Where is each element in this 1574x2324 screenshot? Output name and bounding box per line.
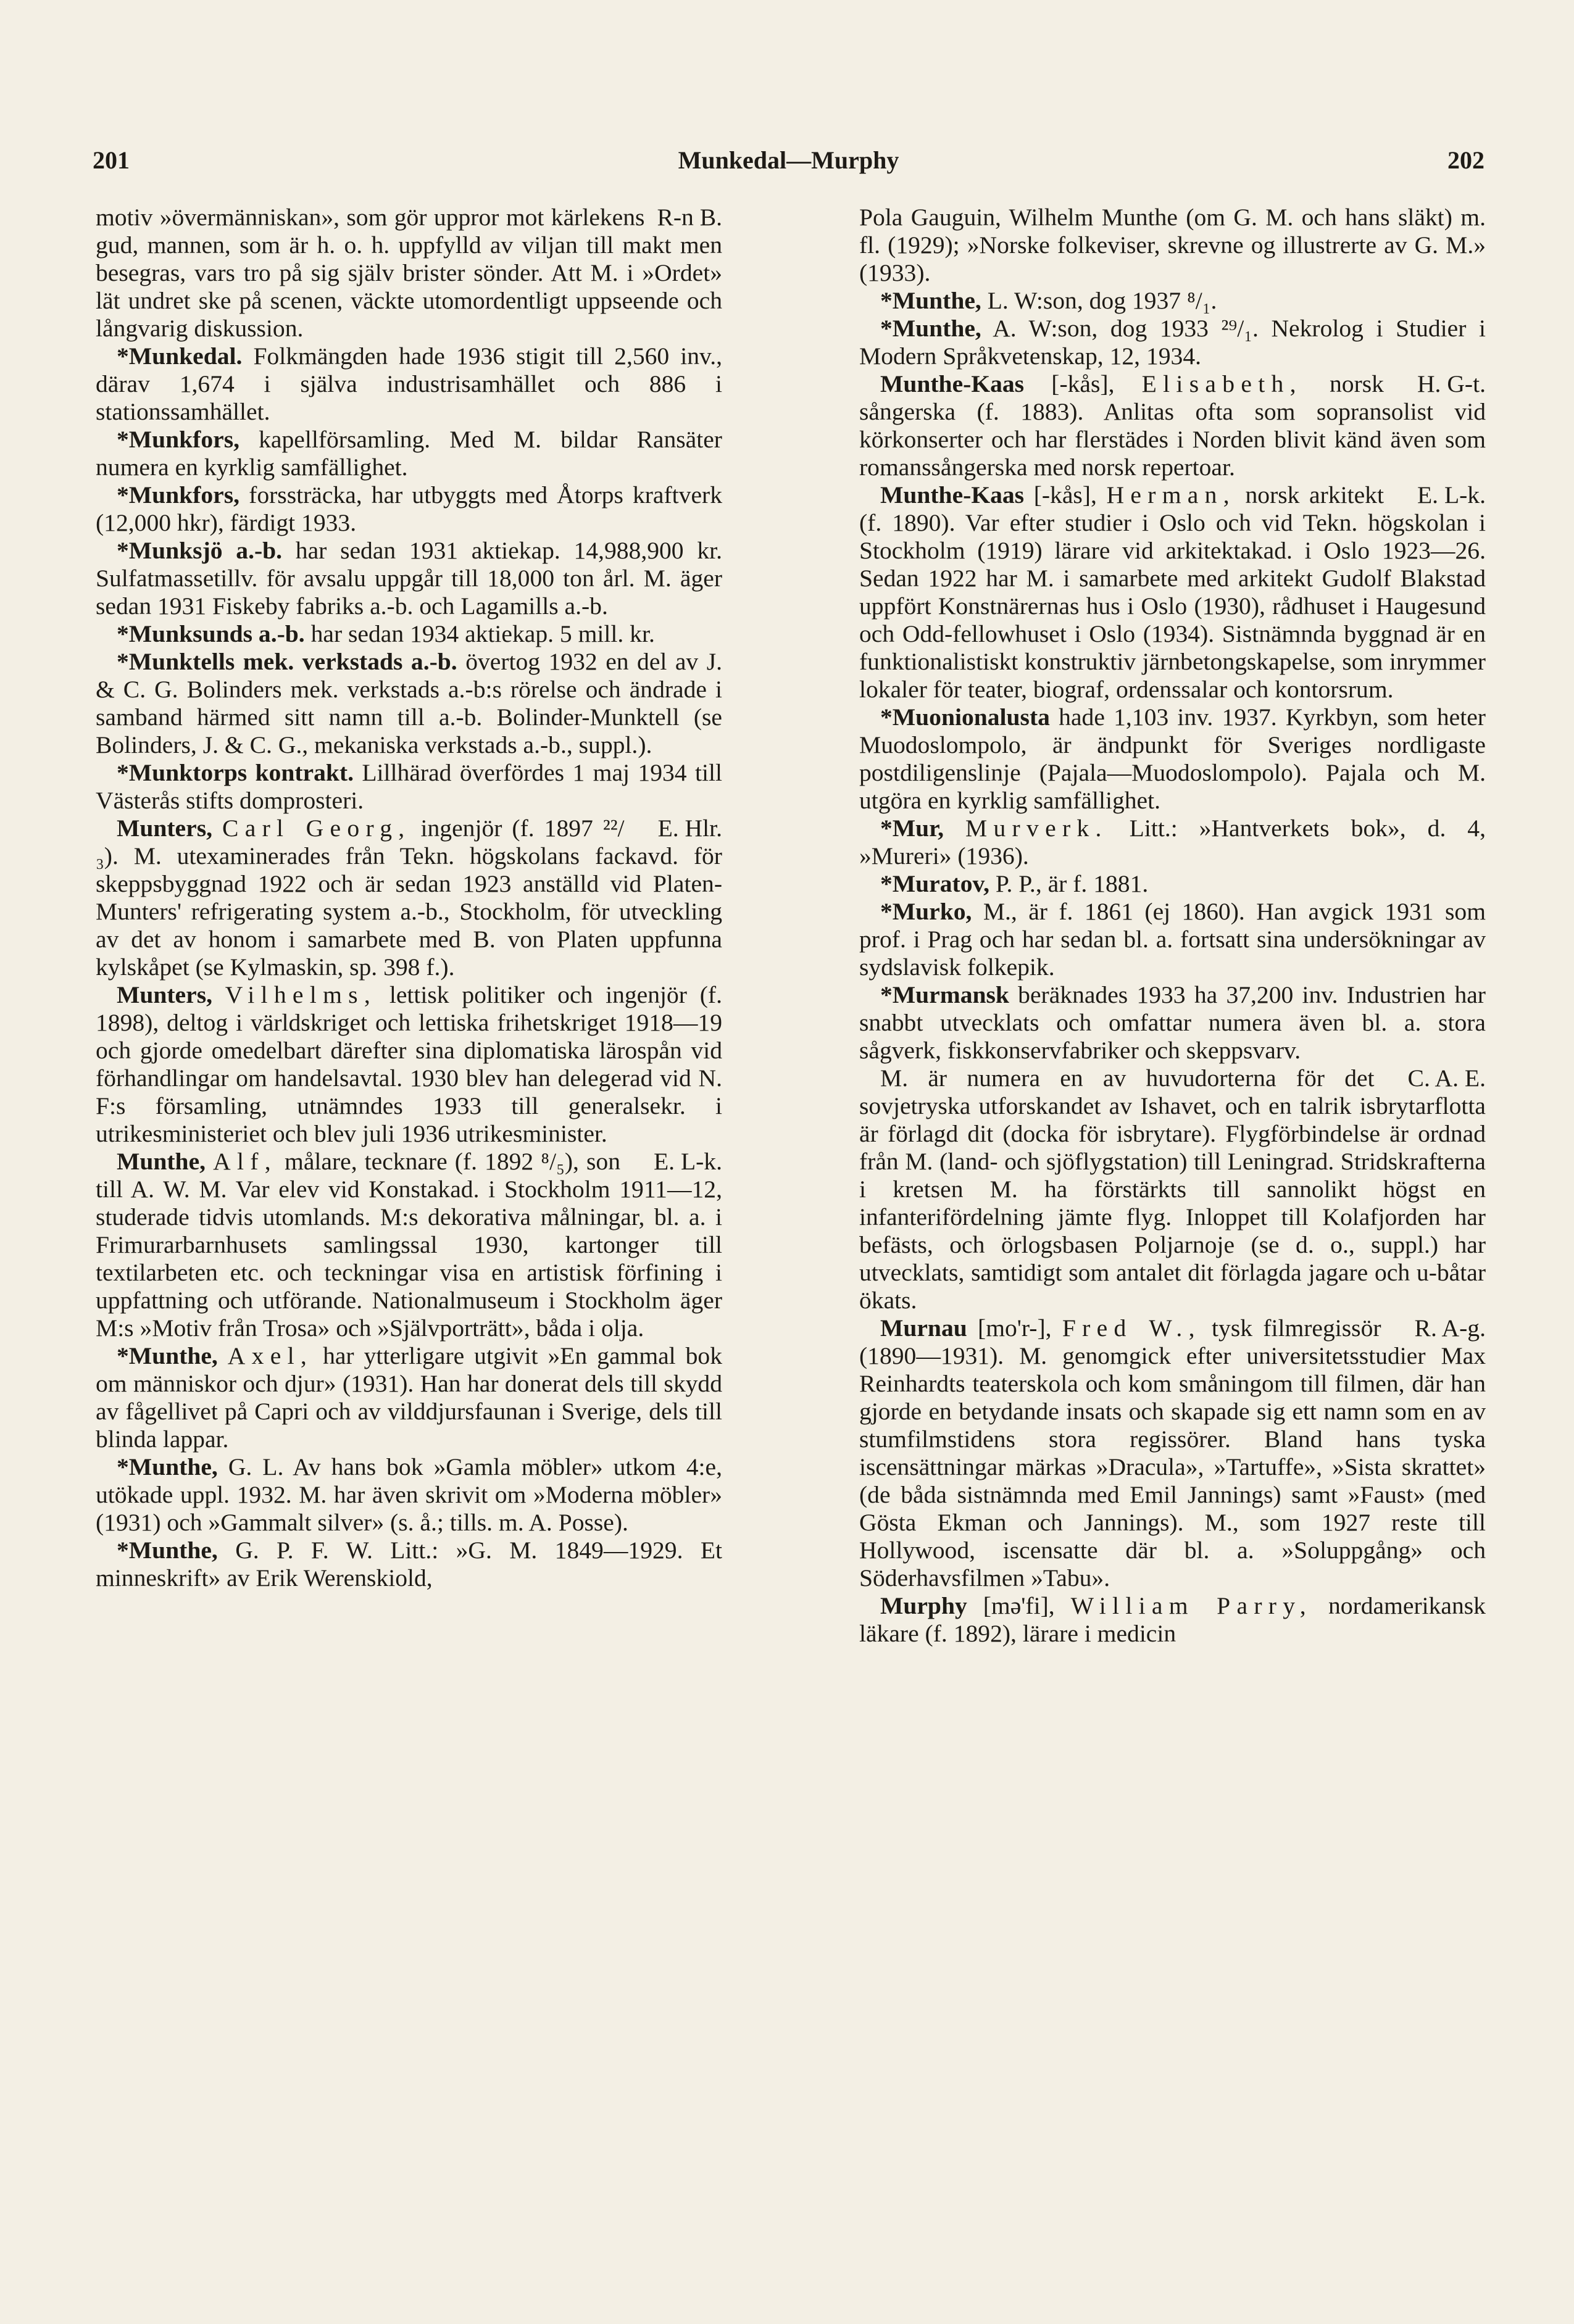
entry-murphy	[859, 1592, 1486, 1648]
entry-text: har sedan 1934 aktiekap. 5 mill. kr.	[310, 620, 655, 647]
entry-murnau	[859, 1314, 1486, 1592]
entry-name-spaced: Elisabeth,	[1141, 370, 1302, 397]
signature: E. L-k.	[653, 1148, 722, 1175]
entry-munksunds	[96, 620, 722, 648]
entry-name-spaced: Murverk.	[965, 815, 1108, 842]
entry-headword: *Munthe,	[117, 1453, 218, 1480]
entry-munktorps	[96, 759, 722, 815]
entry-text: forssträcka, har utbyggts med Åtorps kraftverk (12,000 hkr), färdigt 1933.	[96, 481, 722, 536]
entry-text: ingenjör (f. 1897 ²²/₃). M. utexaminerades från Tekn. högskolans fackavd. för skeppsbyggnad 1922 och är sedan 1923 anställd vid Platen-Munters' refrigerating system a.-b., Stockholm, för utveckling av det av honom i samarbete med B. von Platen uppfunna kylskåpet (se Kylmaskin, sp. 398 f.).	[96, 815, 722, 981]
page-number-left: 201	[93, 146, 130, 174]
entry-text: G. P. F. W. Litt.: »G. M. 1849—1929. Et minneskrift» av Erik Werenskiold,	[96, 1537, 722, 1592]
signature: E. L-k.	[1417, 481, 1486, 508]
entry-munthe-gpfw	[96, 1537, 722, 1592]
entry-headword: *Munkedal.	[117, 342, 243, 370]
entry-text: nordamerikansk läkare (f. 1892), lärare i medicin	[859, 1592, 1486, 1647]
entry-headword: *Munkfors,	[117, 481, 240, 508]
entry-munktells	[96, 648, 722, 759]
entry-headword: *Munksjö a.-b.	[117, 537, 283, 564]
signature: E. Hlr.	[657, 815, 722, 842]
entry-munthe-l	[859, 287, 1486, 315]
entry-text: M., är f. 1861 (ej 1860). Han avgick 1931 som prof. i Prag och har sedan bl. a. fortsatt sina undersökningar av sydslavisk folkepik.	[859, 898, 1486, 981]
signature: R. A-g.	[1414, 1314, 1486, 1342]
entry-name-spaced: Vilhelms,	[225, 981, 377, 1008]
entry-name-spaced: Herman,	[1106, 481, 1236, 508]
page-header	[93, 146, 1484, 183]
entry-munkedal	[96, 342, 722, 426]
entry-text: Pola Gauguin, Wilhelm Munthe (om G. M. och hans släkt) m. fl. (1929); »Norske folkeviser, skrevne og illustrerte av G. M.» (1933).	[859, 204, 1486, 286]
entry-headword: Munters,	[117, 981, 212, 1008]
entry-headword: *Munthe,	[117, 1537, 218, 1564]
entry-mur	[859, 815, 1486, 870]
entry-headword: *Munktells mek. verkstads a.-b.	[117, 648, 457, 675]
entry-headword: *Munktorps kontrakt.	[117, 759, 354, 786]
entry-munthe-gl	[96, 1453, 722, 1537]
entry-text: hade 1,103 inv. 1937. Kyrkbyn, som heter Muodoslompolo, är ändpunkt för Sveriges nordligaste postdiligenslinje (Pajala—Muodoslompolo). Pajala och M. utgöra en kyrklig samfällighet.	[859, 703, 1486, 814]
entry-text: Litt.: »Hantverkets bok», d. 4, »Mureri» (1936).	[859, 815, 1486, 869]
pronunciation: [-kås],	[1033, 481, 1097, 508]
entry-headword: Murphy	[880, 1592, 967, 1619]
signature: C. A. E.	[1407, 1064, 1486, 1092]
entry-murko	[859, 898, 1486, 981]
page-number-right: 202	[1447, 146, 1484, 174]
entry-text: har ytterligare utgivit »En gammal bok om människor och djur» (1931). Han har donerat dels till skydd av fågellivet på Capri och av vilddjursfaunan i Sverige, dels till blinda lappar.	[96, 1342, 722, 1453]
entry-text: tysk filmregissör (1890—1931). M. genomgick efter universitetsstudier Max Reinhardts teaterskola och kom småningom till filmen, där han gjorde en betydande insats och skapade sig ett namn som en av stumfilmstidens stora regissörer. Bland hans tyska iscensättningar märkas »Dracula», »Tartuffe», »Sista skrattet» (de båda sistnämnda med Emil Jannings) samt »Faust» (med Gösta Ekman och Jannings). M., som 1927 reste till Hollywood, iscensatte där bl. a. »Soluppgång» och Söderhavsfilmen »Tabu».	[859, 1314, 1486, 1592]
pronunciation: [mə'fi],	[983, 1592, 1055, 1619]
entry-headword: *Mur,	[880, 815, 944, 842]
entry-headword: *Munksunds a.-b.	[117, 620, 305, 647]
entry-muonionalusta	[859, 703, 1486, 815]
entry-text: Folkmängden hade 1936 stigit till 2,560 inv., därav 1,674 i själva industrisamhället och 886 i stationssamhället.	[96, 342, 722, 425]
entry-name-spaced: William Parry,	[1070, 1592, 1312, 1619]
signature: R-n B.	[657, 204, 722, 231]
entry-munksjo	[96, 537, 722, 620]
entry-text: M. är numera en av huvudorterna för det sovjetryska utforskandet av Ishavet, och en talrik isbrytarflotta är förlagd dit (docka för isbrytare). Flygförbindelse är ordnad från M. (land- och sjöflygstation) till Leningrad. Stridskrafterna i kretsen M. ha förstärkts till sannolikt högst en infanterifördelning jämte flyg. Inloppet till Kolafjorden har befästs, och örlogsbasen Poljarnoje (se d. o., suppl.) har utvecklats, samtidigt som antalet dit förlagda jagare och u-båtar ökats.	[859, 1064, 1486, 1314]
entry-munthe-axel	[96, 1342, 722, 1453]
entry-munkfors-1	[96, 426, 722, 481]
entry-text: P. P., är f. 1881.	[995, 870, 1149, 897]
entry-name-spaced: Fred W.,	[1062, 1314, 1201, 1342]
signature: H. G-t.	[1417, 370, 1486, 397]
entry-headword: Murnau	[880, 1314, 967, 1342]
entry-text: målare, tecknare (f. 1892 ⁸/₅), son till A. W. M. Var elev vid Konstakad. i Stockholm 1911—12, studerade tidvis utomlands. M:s dekorativa målningar, bl. a. i Frimurarbarnhusets samlingssal 1930, kartonger till textilarbeten etc. och teckningar visa en artistisk förfining i uppfattning och utförande. Nationalmuseum i Stockholm äger M:s »Motiv från Trosa» och »Självporträtt», båda i olja.	[96, 1148, 722, 1342]
entry-headword: *Murko,	[880, 898, 972, 925]
entry-munters-carl	[96, 815, 722, 981]
entry-name-spaced: Carl Georg,	[222, 815, 411, 842]
entry-motiv-cont	[96, 204, 722, 342]
entry-text: övertog 1932 en del av J. & C. G. Bolinders mek. verkstads a.-b:s rörelse och ändrade i samband härmed sitt namn till a.-b. Bolinder-Munktell (se Bolinders, J. & C. G., mekaniska verkstads a.-b., suppl.).	[96, 648, 723, 758]
entry-headword: *Murmansk	[880, 981, 1009, 1008]
entry-text: G. L. Av hans bok »Gamla möbler» utkom 4:e, utökade uppl. 1932. M. har även skrivit om »Moderna möbler» (1931) och »Gammalt silver» (s. å.; tills. m. A. Posse).	[96, 1453, 722, 1536]
entry-headword: *Munthe,	[117, 1342, 218, 1369]
entry-text: kapellförsamling. Med M. bildar Ransäter numera en kyrklig samfällighet.	[96, 426, 722, 481]
pronunciation: [-kås],	[1051, 370, 1115, 397]
entry-headword: Munthe-Kaas	[880, 370, 1025, 397]
entry-murmansk	[859, 981, 1486, 1064]
entry-text: L. W:son, dog 1937 ⁸/₁.	[987, 287, 1217, 314]
entry-headword: *Munthe,	[880, 315, 981, 342]
entry-text: A. W:son, dog 1933 ²⁹/₁. Nekrolog i Studier i Modern Språkvetenskap, 12, 1934.	[859, 315, 1486, 370]
entry-text: norsk arkitekt (f. 1890). Var efter studier i Oslo och vid Tekn. högskolan i Stockholm (1919) lärare vid arkitektakad. i Oslo 1923—26. Sedan 1922 har M. i samarbete med arkitekt Gudolf Blakstad uppfört Konstnärernas hus i Oslo (1930), rådhuset i Haugesund och Odd-fellowhuset i Oslo (1934). Sistnämnda byggnad är en funktionalistiskt konstruktiv järnbetongskapelse, som inrymmer lokaler för teater, biograf, ordenssalar och kontorsrum.	[859, 481, 1486, 703]
entry-munthe-gpfw-cont	[859, 204, 1486, 287]
entry-text: lettisk politiker och ingenjör (f. 1898), deltog i världskriget och lettiska frihetskriget 1918—19 och gjorde omedelbart därefter sina diplomatiska lärospån vid förhandlingar om handelsavtal. 1930 blev han delegerad vid N. F:s församling, utnämndes 1933 till generalsekr. i utrikesministeriet och blev juli 1936 utrikesminister.	[96, 981, 722, 1147]
entry-munkfors-2	[96, 481, 722, 537]
entry-headword: Munthe-Kaas	[880, 481, 1025, 508]
entry-name-spaced: Axel,	[227, 1342, 314, 1369]
entry-headword: *Muratov,	[880, 870, 989, 897]
entry-headword: Munters,	[117, 815, 212, 842]
entry-munthe-kaas-h	[859, 481, 1486, 703]
entry-munters-vilhelms	[96, 981, 722, 1148]
entry-munthe-kaas-e	[859, 370, 1486, 481]
running-title: Munkedal—Murphy	[678, 146, 899, 174]
entry-headword: Munthe,	[117, 1148, 206, 1175]
entry-name-spaced: Alf,	[213, 1148, 277, 1175]
entry-text: Lillhärad överfördes 1 maj 1934 till Västerås stifts domprosteri.	[96, 759, 722, 814]
entry-muratov	[859, 870, 1486, 898]
entry-headword: *Munkfors,	[117, 426, 240, 453]
pronunciation: [mo'r-],	[978, 1314, 1052, 1342]
entry-murmansk-2	[859, 1064, 1486, 1314]
entry-munthe-alf	[96, 1148, 722, 1342]
entry-text: norsk sångerska (f. 1883). Anlitas ofta som sopransolist vid körkonserter och har flerstädes i Norden blivit känd även som romanssångerska med norsk repertoar.	[859, 370, 1486, 481]
entry-text: har sedan 1931 aktiekap. 14,988,900 kr. Sulfatmassetillv. för avsalu uppgår till 18,000 ton årl. M. äger sedan 1931 Fiskeby fabriks a.-b. och Lagamills a.-b.	[96, 537, 722, 620]
right-column	[859, 204, 1486, 1648]
entry-text: beräknades 1933 ha 37,200 inv. Industrien har snabbt utvecklats och omfattar numera även bl. a. stora sågverk, fiskkonservfabriker och skeppsvarv.	[859, 981, 1486, 1064]
entry-text: motiv »övermänniskan», som gör uppror mot kärlekens gud, mannen, som är h. o. h. uppfylld av viljan till makt men besegras, vars tro på sig själv brister sönder. Att M. i »Ordet» lät undret ske på scenen, väckte utomordentligt uppseende och långvarig diskussion.	[96, 204, 722, 342]
entry-munthe-a	[859, 315, 1486, 370]
left-column	[96, 204, 722, 1592]
entry-headword: *Muonionalusta	[880, 703, 1050, 731]
entry-headword: *Munthe,	[880, 287, 981, 314]
